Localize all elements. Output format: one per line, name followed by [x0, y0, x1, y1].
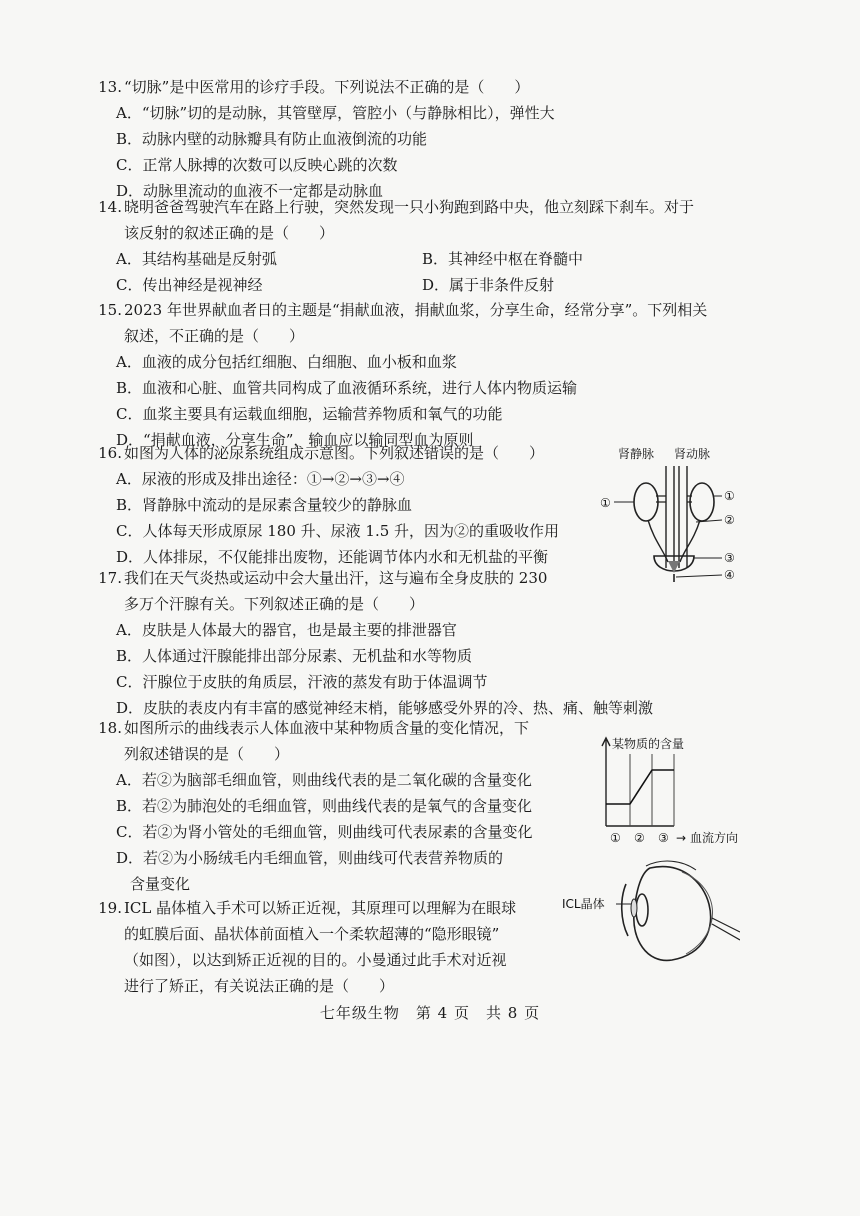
tick-3: ③	[658, 831, 669, 845]
eyeball	[634, 867, 711, 961]
option-b: B．肾静脉中流动的是尿素含量较少的静脉血	[116, 496, 413, 514]
question-19	[96, 895, 516, 999]
question-stem: ICL 晶体植入手术可以矫正近视，其原理可以理解为在眼球	[124, 899, 517, 917]
content-curve-figure	[596, 734, 746, 846]
option-c: C．传出神经是视神经	[116, 276, 263, 294]
question-number: 16.	[98, 444, 122, 462]
option-b: B．若②为肺泡处的毛细血管，则曲线代表的是氧气的含量变化	[116, 797, 533, 815]
marker-2: ②	[724, 513, 735, 527]
question-number: 19.	[98, 899, 122, 917]
option-c: C．人体每天形成原尿 180 升、尿液 1.5 升，因为②的重吸收作用	[116, 522, 560, 540]
page-footer: 七年级生物 第 4 页 共 8 页	[319, 1004, 541, 1022]
cornea	[622, 884, 628, 936]
option-a: A．尿液的形成及排出途径：①→②→③→④	[116, 470, 405, 488]
eye-icl-figure	[562, 858, 740, 970]
icl-lens	[631, 899, 637, 917]
vena-cava	[666, 466, 674, 568]
option-c: C．若②为肾小管处的毛细血管，则曲线可代表尿素的含量变化	[116, 823, 533, 841]
option-d: D．人体排尿，不仅能排出废物，还能调节体内水和无机盐的平衡	[116, 548, 549, 566]
option-d-cont: 含量变化	[130, 875, 191, 893]
question-stem-cont: 进行了矫正，有关说法正确的是（ ）	[124, 977, 395, 995]
label-renal-vein: 肾静脉	[618, 447, 655, 461]
question-13	[96, 74, 555, 204]
option-d: D．若②为小肠绒毛内毛细血管，则曲线可代表营养物质的	[116, 849, 504, 867]
question-stem: 晓明爸爸驾驶汽车在路上行驶，突然发现一只小狗跑到路中央，他立刻踩下刹车。对于	[124, 198, 695, 216]
x-axis-arrow: →	[676, 831, 687, 845]
marker-3: ③	[724, 551, 735, 565]
option-b: B．动脉内壁的动脉瓣具有防止血液倒流的功能	[116, 130, 428, 148]
content-curve	[606, 770, 674, 804]
option-c: C．血浆主要具有运载血细胞，运输营养物质和氧气的功能	[116, 405, 503, 423]
question-17	[96, 565, 653, 721]
marker-1-left: ①	[600, 496, 611, 510]
marker-4: ④	[724, 568, 735, 582]
option-a: A．其结构基础是反射弧	[116, 250, 277, 268]
question-stem: 如图所示的曲线表示人体血液中某种物质含量的变化情况，下	[124, 719, 530, 737]
tick-2: ②	[634, 831, 645, 845]
option-d: D．动脉里流动的血液不一定都是动脉血	[116, 182, 384, 200]
option-b: B．血液和心脏、血管共同构成了血液循环系统，进行人体内物质运输	[116, 379, 578, 397]
question-stem-cont: （如图），以达到矫正近视的目的。小曼通过此手术对近视	[124, 951, 507, 969]
question-number: 13.	[98, 78, 122, 96]
question-stem-cont: 的虹膜后面、晶状体前面植入一个柔软超薄的“隐形眼镜”	[124, 925, 500, 943]
question-stem-cont: 叙述，不正确的是（ ）	[124, 327, 305, 345]
pointer-4	[676, 575, 722, 577]
question-16	[96, 440, 559, 570]
option-d: D．皮肤的表皮内有丰富的感觉神经末梢，能够感受外界的冷、热、痛、触等刺激	[116, 699, 654, 717]
option-a: A．血液的成分包括红细胞、白细胞、血小板和血浆	[116, 353, 457, 371]
question-stem: 我们在天气炎热或运动中会大量出汗，这与遍布全身皮肤的 230	[124, 569, 548, 587]
option-a: A．皮肤是人体最大的器官，也是最主要的排泄器官	[116, 621, 457, 639]
question-14	[96, 194, 694, 298]
option-b: B．其神经中枢在脊髓中	[422, 250, 584, 268]
question-stem-cont: 该反射的叙述正确的是（ ）	[124, 224, 335, 242]
aorta	[679, 466, 687, 568]
question-number: 17.	[98, 569, 122, 587]
optic-nerve	[712, 918, 740, 940]
question-18	[96, 715, 532, 897]
question-stem: “切脉”是中医常用的诊疗手段。下列说法不正确的是（ ）	[124, 78, 530, 96]
lens	[636, 894, 648, 926]
x-axis-label: 血流方向	[690, 831, 739, 845]
icl-label: ICL晶体	[562, 897, 605, 911]
right-kidney	[690, 483, 714, 521]
eye-muscle	[646, 861, 696, 870]
option-a: A．“切脉”切的是动脉，其管壁厚，管腔小（与静脉相比），弹性大	[116, 104, 555, 122]
question-stem-cont: 多万个汗腺有关。下列叙述正确的是（ ）	[124, 595, 425, 613]
retina	[682, 872, 713, 954]
question-stem: 如图为人体的泌尿系统组成示意图。下列叙述错误的是（ ）	[124, 444, 545, 462]
option-c: C．汗腺位于皮肤的角质层，汗液的蒸发有助于体温调节	[116, 673, 488, 691]
option-c: C．正常人脉搏的次数可以反映心跳的次数	[116, 156, 398, 174]
y-axis-label: 某物质的含量	[612, 737, 685, 751]
marker-1: ①	[724, 489, 735, 503]
option-d: D．属于非条件反射	[422, 276, 555, 294]
option-a: A．若②为脑部毛细血管，则曲线代表的是二氧化碳的含量变化	[116, 771, 532, 789]
question-stem-cont: 列叙述错误的是（ ）	[124, 745, 290, 763]
left-kidney	[634, 483, 658, 521]
question-stem: 2023 年世界献血者日的主题是“捐献血液，捐献血浆，分享生命，经常分享”。下列相关	[124, 301, 708, 319]
question-number: 18.	[98, 719, 122, 737]
label-renal-artery: 肾动脉	[674, 447, 711, 461]
question-number: 14.	[98, 198, 122, 216]
tick-1: ①	[610, 831, 621, 845]
option-d: D．“捐献血液，分享生命”，输血应以输同型血为原则	[116, 431, 474, 449]
option-b: B．人体通过汗腺能排出部分尿素、无机盐和水等物质	[116, 647, 473, 665]
question-15	[96, 297, 707, 453]
question-number: 15.	[98, 301, 122, 319]
